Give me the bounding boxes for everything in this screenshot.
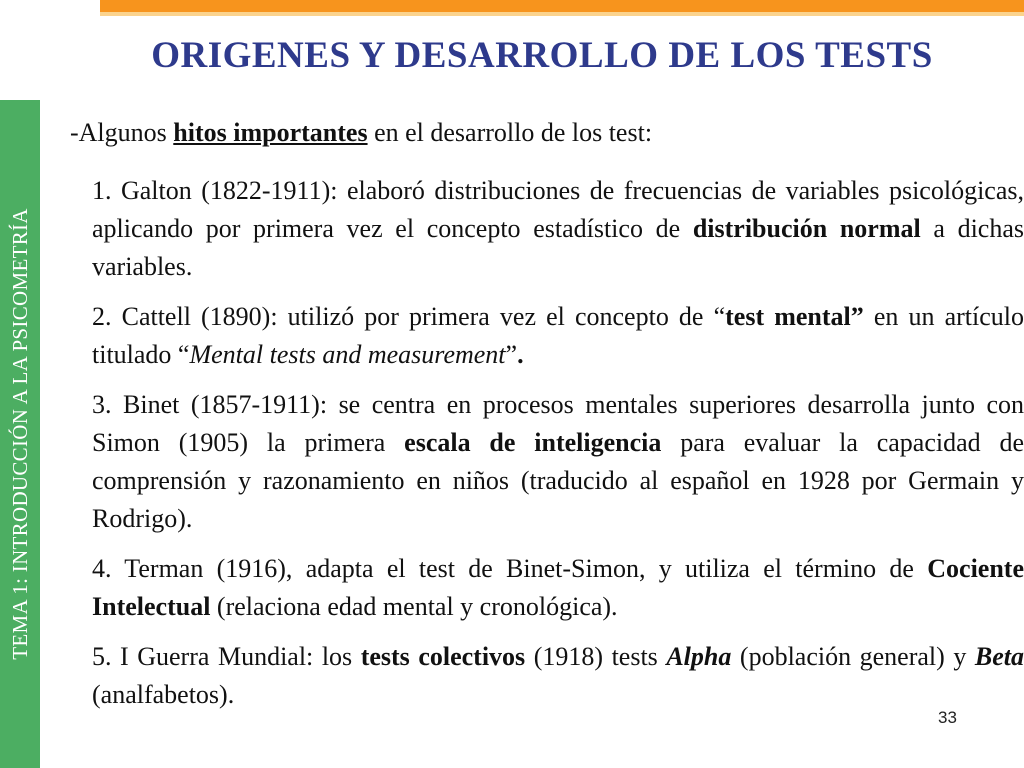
item-text: ” <box>505 340 518 369</box>
intro-line <box>70 118 1010 148</box>
item-text: (1918) tests <box>525 642 667 671</box>
item-text: 5. I Guerra Mundial: los <box>92 642 361 671</box>
item-italic: Mental tests and measurement <box>189 340 506 369</box>
list-item <box>92 550 1024 626</box>
top-accent-bar <box>100 0 1024 12</box>
page-number: 33 <box>938 708 957 727</box>
item-bold: test mental” <box>725 302 864 331</box>
item-bold: . <box>517 340 524 369</box>
item-text: (relaciona edad mental y cronológica). <box>210 592 618 621</box>
list-item <box>92 638 1024 714</box>
slide-title: ORIGENES Y DESARROLLO DE LOS TESTS <box>151 35 933 76</box>
top-accent-bar-shadow <box>100 12 1024 16</box>
intro-prefix: -Algunos <box>70 118 174 147</box>
list-item <box>92 298 1024 374</box>
item-text: 1. Galton (1822-1911): elaboró distribuciones de frecuencias de variables psicológicas, aplicando por primera vez el concepto estadístico de <box>92 176 1024 243</box>
item-bold: distribución normal <box>692 214 921 243</box>
item-bold-italic: Beta <box>974 642 1024 671</box>
item-bold: Cociente Intelectual <box>92 554 1024 621</box>
milestones-list <box>92 172 1024 726</box>
item-text: 2. Cattell (1890): utilizó por primera vez el concepto de “ <box>92 302 726 331</box>
item-bold: tests colectivos <box>360 642 526 671</box>
item-text: (población general) y <box>731 642 975 671</box>
intro-suffix: en el desarrollo de los test: <box>367 118 653 147</box>
item-text: a dichas variables. <box>92 214 1024 281</box>
side-label: TEMA 1: INTRODUCCIÓN A LA PSICOMETRÍA <box>8 208 32 660</box>
list-item <box>92 172 1024 286</box>
item-text: 4. Terman (1916), adapta el test de Binet-Simon, y utiliza el término de <box>92 554 928 583</box>
item-text: 3. Binet (1857-1911): se centra en procesos mentales superiores desarrolla junto con Simon (1905) la primera <box>92 390 1024 457</box>
item-text: para evaluar la capacidad de comprensión y razonamiento en niños (traducido al español en 1928 por Germain y Rodrigo). <box>92 428 1024 533</box>
intro-emphasis: hitos importantes <box>173 118 368 147</box>
item-text: (analfabetos). <box>92 680 235 709</box>
list-item <box>92 386 1024 538</box>
item-text: en un artículo titulado “ <box>92 302 1024 369</box>
item-bold-italic: Alpha <box>666 642 732 671</box>
item-bold: escala de inteligencia <box>404 428 662 457</box>
